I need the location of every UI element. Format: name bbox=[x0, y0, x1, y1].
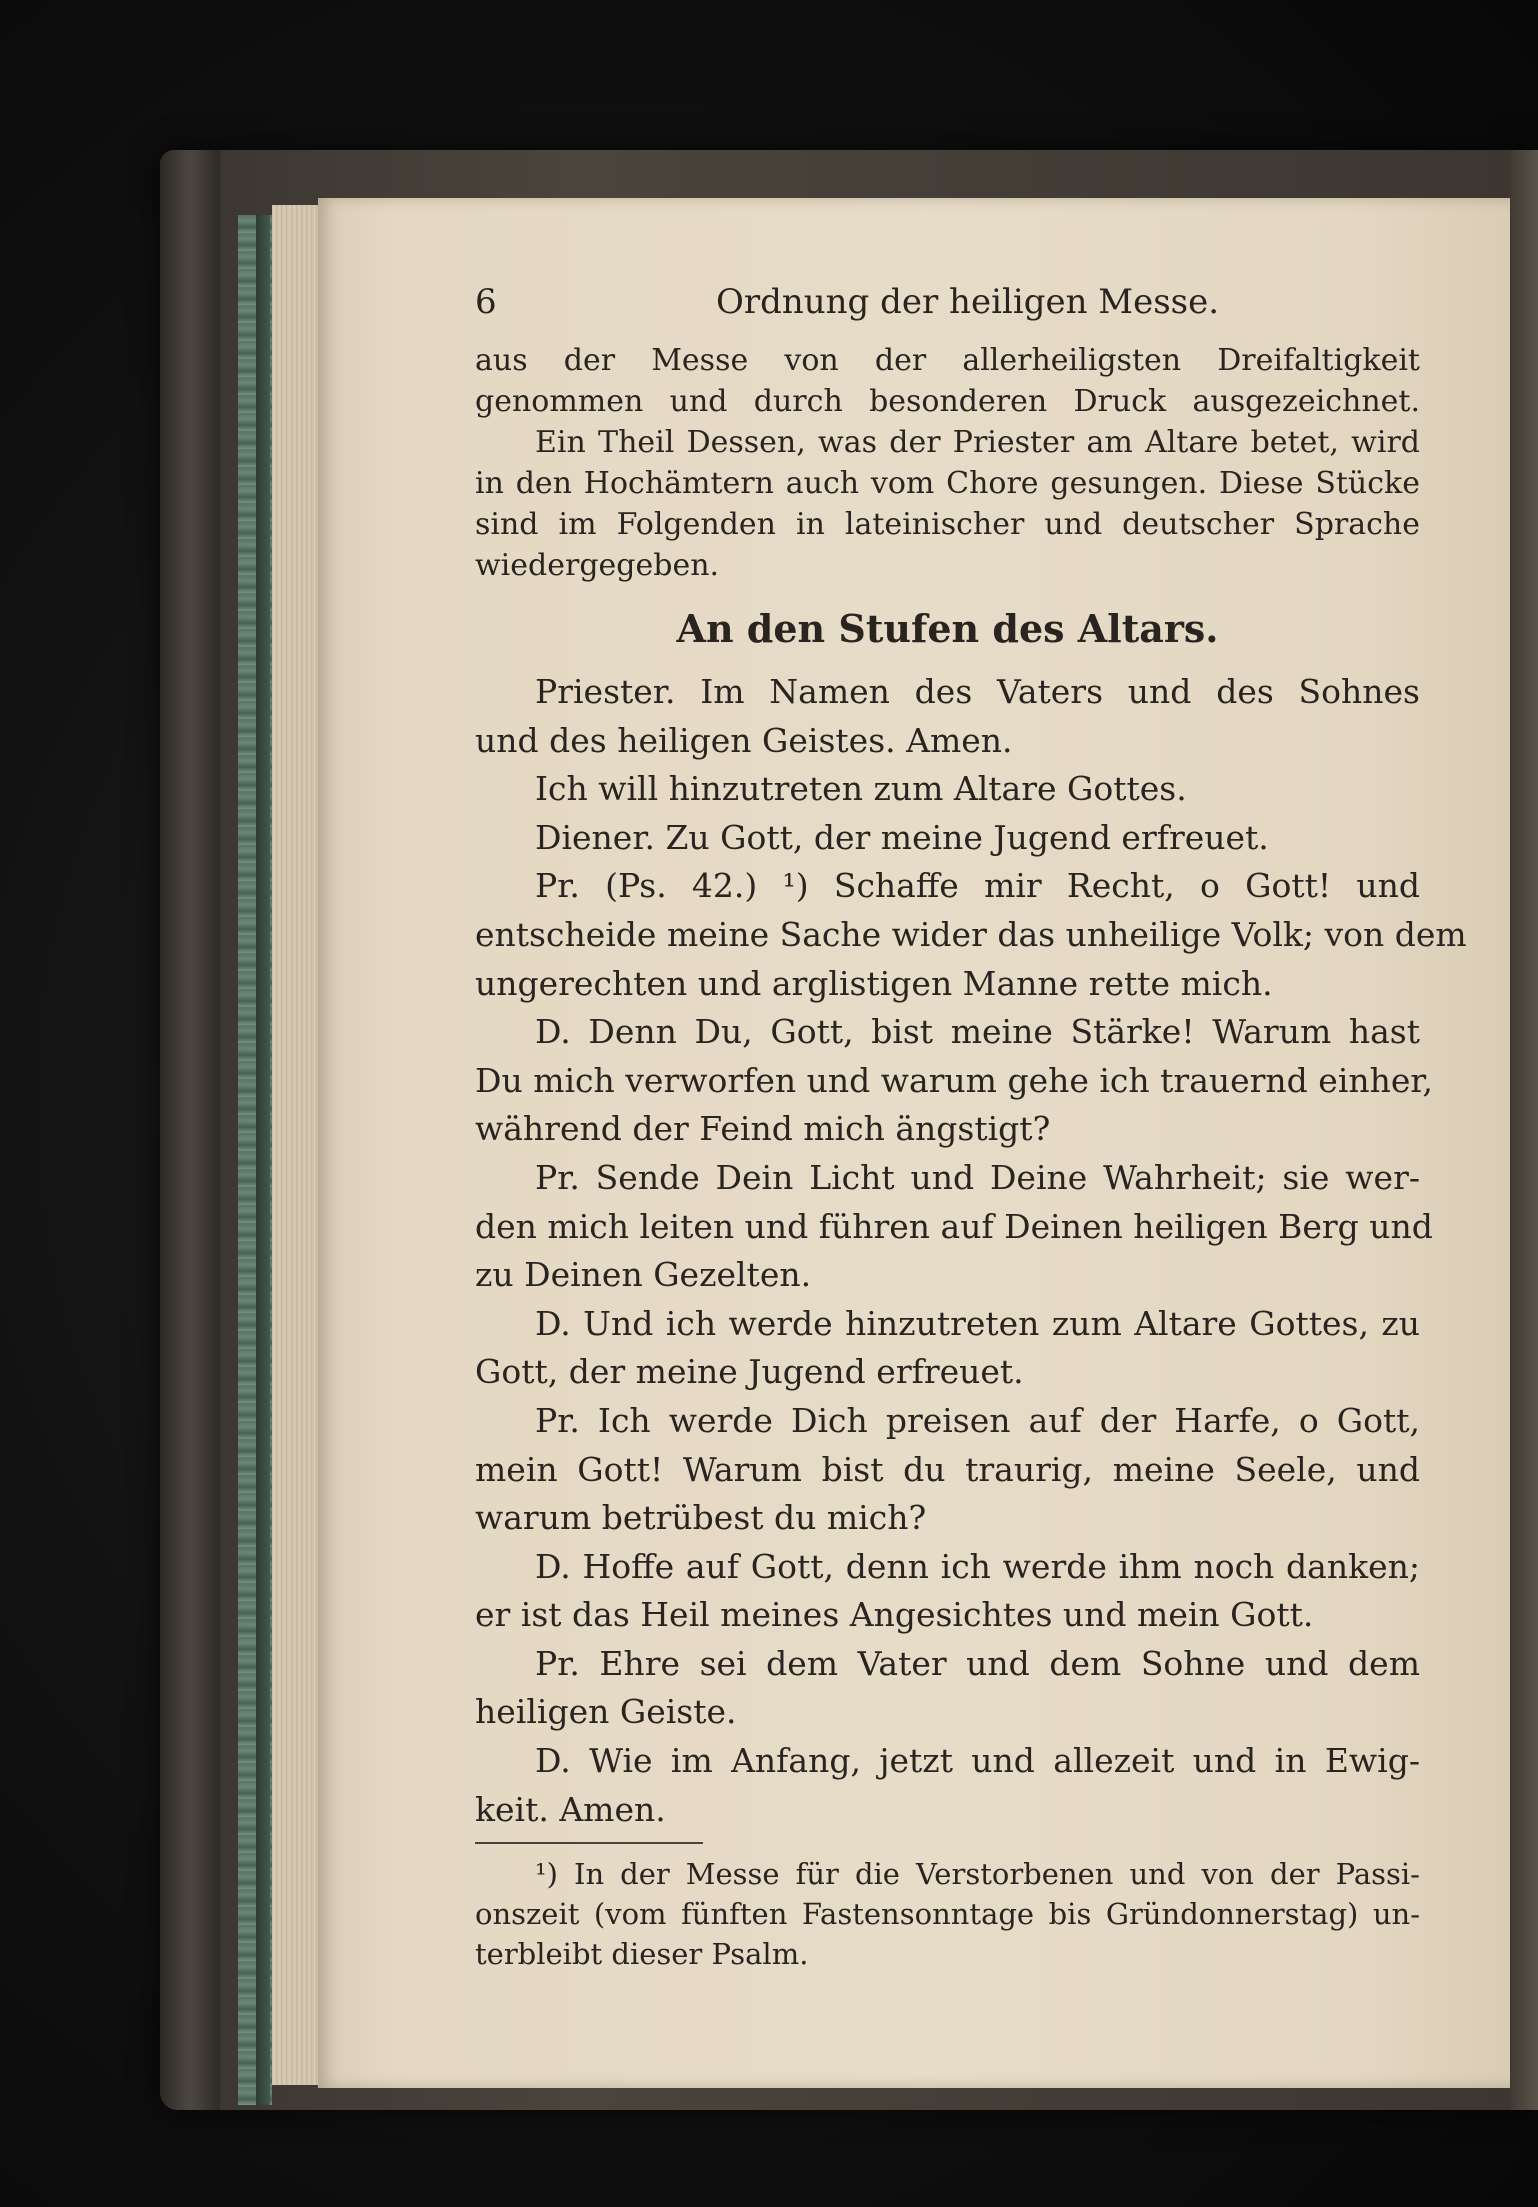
paragraph-line: Ich will hinzutreten zum Altare Gottes. bbox=[535, 769, 1187, 809]
paragraph-line: Pr. Ehre sei dem Vater und dem Sohne und dem bbox=[535, 1643, 1420, 1683]
section-heading: An den Stufen des Altars. bbox=[676, 606, 1219, 651]
paragraph-line: den mich leiten und führen auf Deinen heiligen Berg und bbox=[475, 1206, 1433, 1246]
paragraph bbox=[475, 1300, 1420, 1397]
paragraph-line: warum betrübest du mich? bbox=[475, 1498, 927, 1538]
paragraph bbox=[475, 1543, 1420, 1640]
footnote-divider bbox=[475, 1842, 703, 1844]
intro-line: genommen und durch besonderen Druck ausgezeichnet. bbox=[475, 384, 1420, 419]
footnote-line: terbleibt dieser Psalm. bbox=[475, 1937, 809, 1972]
running-head: Ordnung der heiligen Messe. bbox=[715, 282, 1220, 322]
paragraph bbox=[475, 1640, 1420, 1737]
paragraph-line: D. Wie im Anfang, jetzt und allezeit und in Ewig- bbox=[535, 1741, 1420, 1781]
book-cover-edge bbox=[160, 150, 220, 2110]
paragraph bbox=[475, 1397, 1420, 1543]
paragraph-line: Priester. Im Namen des Vaters und des Sohnes bbox=[535, 672, 1420, 711]
paragraph-line: heiligen Geiste. bbox=[475, 1692, 737, 1732]
footnote-line: onszeit (vom fünften Fastensonntage bis Gründonnerstag) un- bbox=[475, 1897, 1420, 1932]
paragraph-line: Pr. Sende Dein Licht und Deine Wahrheit; sie wer- bbox=[535, 1157, 1420, 1197]
paragraph-line: und des heiligen Geistes. Amen. bbox=[475, 720, 1013, 760]
paragraph-line: während der Feind mich ängstigt? bbox=[475, 1109, 1051, 1149]
paragraph-line: Pr. (Ps. 42.) ¹) Schaffe mir Recht, o Gott! und bbox=[535, 866, 1420, 906]
intro-line: sind im Folgenden in lateinischer und deutscher Sprache bbox=[475, 507, 1420, 542]
page-text bbox=[475, 282, 1467, 1974]
page-number: 6 bbox=[475, 282, 497, 322]
paragraph-line: Pr. Ich werde Dich preisen auf der Harfe, o Gott, bbox=[535, 1400, 1420, 1440]
paragraph-line: Du mich verworfen und warum gehe ich trauernd einher, bbox=[475, 1060, 1434, 1100]
paragraph bbox=[475, 862, 1467, 1008]
paragraph-line: Diener. Zu Gott, der meine Jugend erfreuet. bbox=[535, 817, 1269, 857]
paragraph-line: D. Hoffe auf Gott, denn ich werde ihm noch danken; bbox=[535, 1546, 1420, 1586]
paragraph-line: zu Deinen Gezelten. bbox=[475, 1255, 812, 1295]
paragraph-line: Gott, der meine Jugend erfreuet. bbox=[475, 1352, 1024, 1392]
paragraph bbox=[475, 765, 1420, 814]
page-stack-edge bbox=[272, 205, 320, 2085]
book-right-edge bbox=[1510, 150, 1538, 2110]
paragraph-line: D. Denn Du, Gott, bist meine Stärke! Warum hast bbox=[535, 1012, 1420, 1052]
intro-line: in den Hochämtern auch vom Chore gesungen. Diese Stücke bbox=[475, 466, 1420, 501]
intro-paragraph bbox=[475, 340, 1420, 586]
book-spine-shadow bbox=[256, 215, 270, 2105]
paragraph-line: entscheide meine Sache wider das unheilige Volk; von dem bbox=[475, 914, 1467, 954]
footnote-line: ¹) In der Messe für die Verstorbenen und von der Passi- bbox=[535, 1857, 1420, 1892]
paragraph bbox=[475, 1008, 1434, 1154]
paragraph-line: ungerechten und arglistigen Manne rette mich. bbox=[475, 963, 1273, 1003]
paragraph bbox=[475, 814, 1420, 863]
paragraph-line: mein Gott! Warum bist du traurig, meine Seele, und bbox=[475, 1449, 1420, 1489]
paragraph-line: keit. Amen. bbox=[475, 1789, 666, 1829]
paragraph bbox=[475, 668, 1420, 765]
intro-line: Ein Theil Dessen, was der Priester am Altare betet, wird bbox=[535, 425, 1420, 460]
footnote bbox=[475, 1854, 1420, 1974]
page-header bbox=[475, 282, 1420, 332]
paragraph-line: D. Und ich werde hinzutreten zum Altare Gottes, zu bbox=[535, 1303, 1420, 1343]
paragraph-line: er ist das Heil meines Angesichtes und mein Gott. bbox=[475, 1595, 1314, 1635]
intro-line: wiedergegeben. bbox=[475, 548, 720, 583]
paragraph bbox=[475, 1737, 1420, 1834]
paragraph bbox=[475, 1154, 1433, 1300]
intro-line: aus der Messe von der allerheiligsten Dreifaltigkeit bbox=[475, 343, 1420, 378]
